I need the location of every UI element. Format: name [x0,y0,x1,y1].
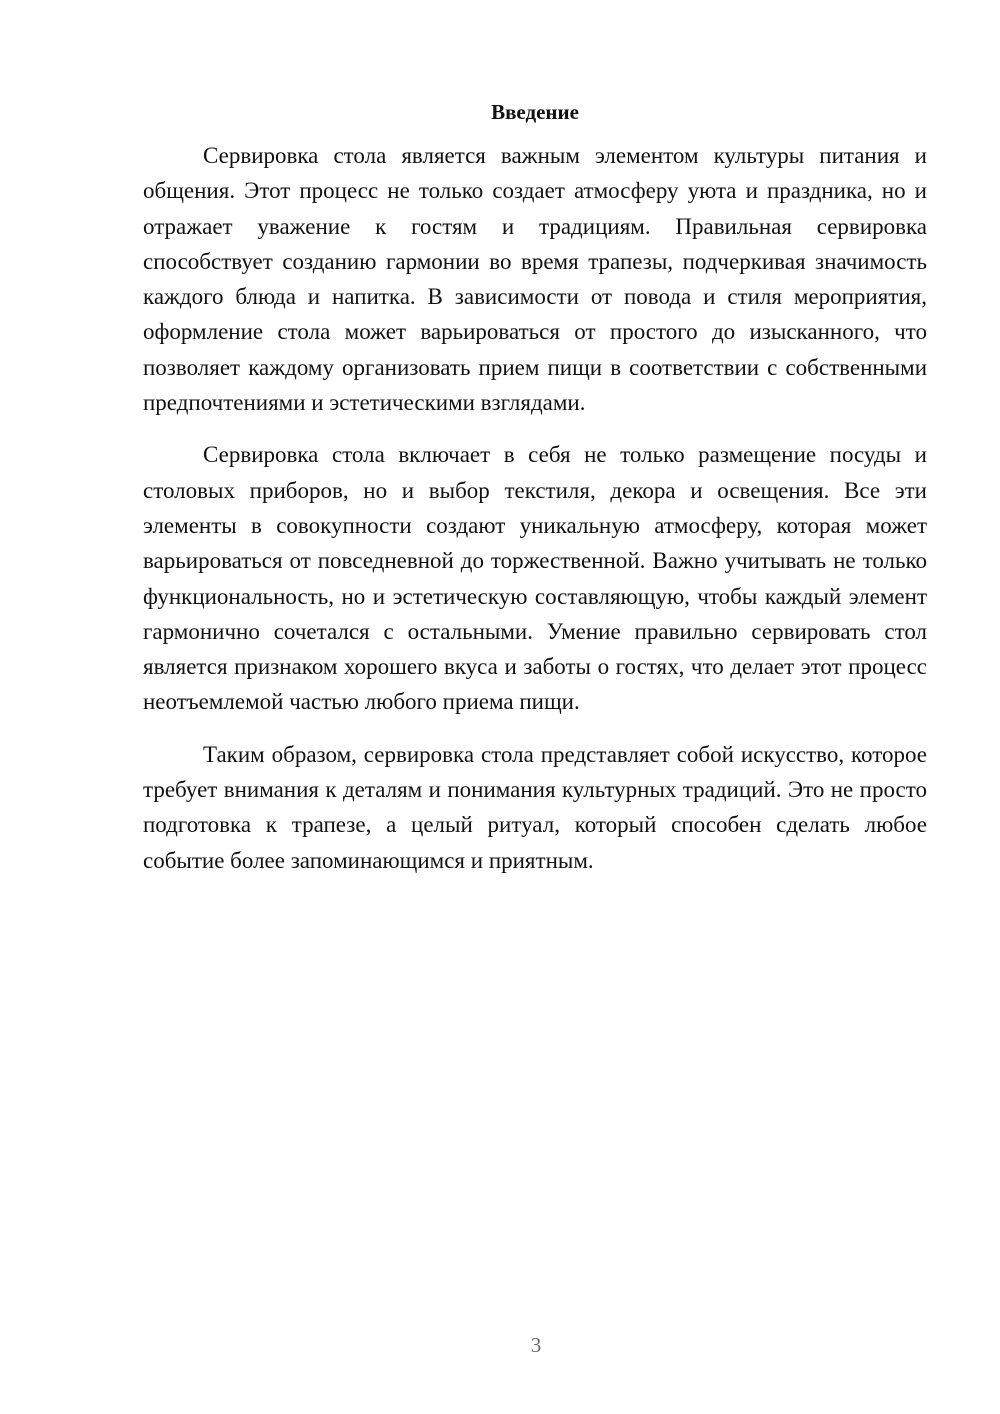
paragraph-2: Сервировка стола включает в себя не только размещение посуды и столовых приборов, но и выбор текстиля, декора и освещения. Все эти элементы в совокупности создают уникальную атмосферу, которая может варьироваться от повседневной до торжественной. Важно учитывать не только функциональность, но и эстетическую составляющую, чтобы каждый элемент гармонично сочетался с остальными. Умение правильно сервировать стол является признаком хорошего вкуса и заботы о гостях, что делает этот процесс неотъемлемой частью любого приема пищи. [143,442,927,715]
paragraph-3: Таким образом, сервировка стола представляет собой искусство, которое требует внимания к деталям и понимания культурных традиций. Это не просто подготовка к трапезе, а целый ритуал, который способен сделать любое событие более запоминающимся и приятным. [143,741,927,873]
page-number: 3 [530,1333,542,1357]
section-heading: Введение [491,100,579,124]
paragraph-1: Сервировка стола является важным элементом культуры питания и общения. Этот процесс не только создает атмосферу уюта и праздника, но и отражает уважение к гостям и традициям. Правильная сервировка способствует созданию гармонии во время трапезы, подчеркивая значимость каждого блюда и напитка. В зависимости от повода и стиля мероприятия, оформление стола может варьироваться от простого до изысканного, что позволяет каждому организовать прием пищи в соответствии с собственными предпочтениями и эстетическими взглядами. [143,143,927,416]
page-content [143,96,927,895]
